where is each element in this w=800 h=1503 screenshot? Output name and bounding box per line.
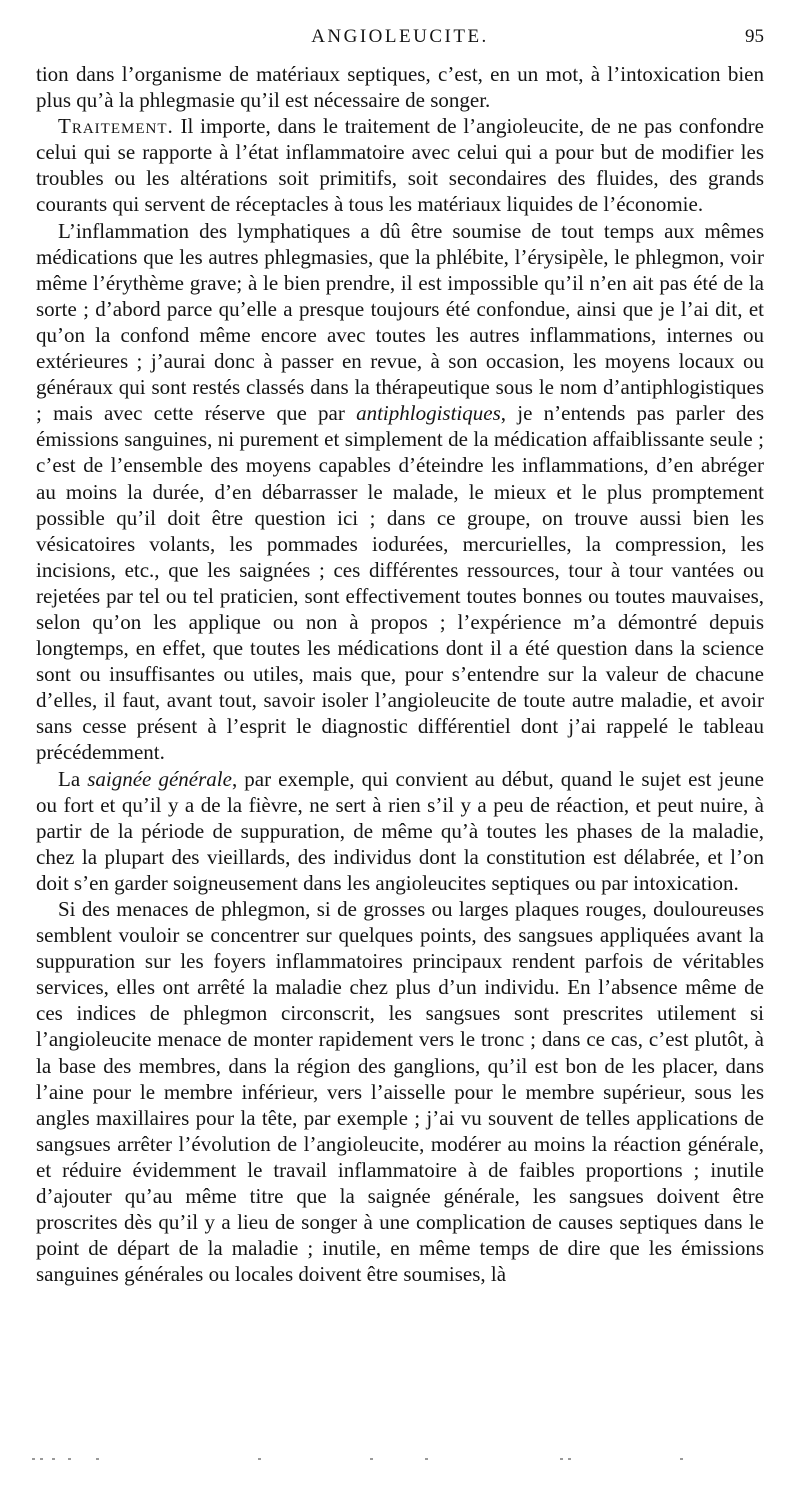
page-header [36, 26, 764, 58]
body-text [36, 61, 764, 1287]
paragraph-traitement [36, 113, 764, 217]
paragraph-inflammation [36, 218, 764, 766]
emphasis-saignee-generale: saignée générale [87, 766, 232, 791]
paragraph-saignee [36, 766, 764, 896]
page-number: 95 [745, 26, 764, 47]
paragraph-text: , je n’entends pas parler des émissions sanguines, ni purement et simplement de la médication affaiblissante seule ; c’est de l’ensemble des moyens capables d’éteindre les inflammations, d’en abréger au moins la durée, d’en débarrasser le malade, le mieux et le plus promptement possible qu’il doit être question ici ; dans ce groupe, on trouve aussi bien les vésicatoires volants, les pommades iodurées, mercurielles, la compression, les incisions, etc., que les saignées ; ces différentes ressources, tour à tour vantées ou rejetées par tel ou tel praticien, sont effectivement toutes bonnes ou toutes mauvaises, selon qu’on les applique ou non à propos ; l’expérience m’a démontré depuis longtemps, en effet, que toutes les médications dont il a été question dans la science sont ou insuffisantes ou utiles, mais que, pour s’entendre sur la valeur de chacune d’elles, il faut, avant tout, savoir isoler l’angioleucite de toute autre maladie, et avoir sans cesse présent à l’esprit le diagnostic différentiel dont j’ai rappelé le tableau précédemment. [36, 401, 764, 765]
emphasis-antiphlogistiques: antiphlogistiques [356, 401, 501, 426]
running-title: ANGIOLEUCITE. [311, 26, 489, 47]
scan-noise [30, 1452, 770, 1466]
paragraph-text: La [58, 766, 88, 791]
section-heading-traitement: Traitement. [58, 114, 174, 139]
paragraph-text: , par exemple, qui convient au début, quand le sujet est jeune ou fort et qu’il y a de la fièvre, ne sert à rien s’il y a peu de réaction, et peut nuire, à partir de la période de suppuration, de même qu’à toutes les phases de la maladie, chez la plupart des vieillards, des individus dont la constitution est délabrée, et l’on doit s’en garder soigneusement dans les angioleucites septiques ou par intoxication. [36, 766, 765, 895]
paragraph-continuation: tion dans l’organisme de matériaux septiques, c’est, en un mot, à l’intoxication bien plus qu’à la phlegmasie qu’il est nécessaire de songer. [36, 62, 764, 113]
paragraph-sangsues: Si des menaces de phlegmon, si de grosses ou larges plaques rouges, douloureuses semblent vouloir se concentrer sur quelques points, des sangsues appliquées avant la suppuration sur les foyers inflammatoires principaux rendent parfois de véritables services, elles ont arrêté la maladie chez plus d’un individu. En l’absence même de ces indices de phlegmon circonscrit, les sangsues sont prescrites utilement si l’angioleucite menace de monter rapidement vers le tronc ; dans ce cas, c’est plutôt, à la base des membres, dans la région des ganglions, qu’il est bon de les placer, dans l’aine pour le membre inférieur, vers l’aisselle pour le membre supérieur, sous les angles maxillaires pour la tête, par exemple ; j’ai vu souvent de telles applications de sangsues arrêter l’évolution de l’angioleucite, modérer au moins la réaction générale, et réduire évidemment le travail inflammatoire à de faibles proportions ; inutile d’ajouter qu’au même titre que la saignée générale, les sangsues doivent être proscrites dès qu’il y a lieu de songer à une complication de causes septiques dans le point de départ de la maladie ; inutile, en même temps de dire que les émissions sanguines générales ou locales doivent être soumises, là [36, 897, 764, 1287]
paragraph-text: L’inflammation des lymphatiques a dû être soumise de tout temps aux mêmes médications que les autres phlegmasies, que la phlébite, l’érysipèle, le phlegmon, voir même l’érythème grave; à le bien prendre, il est impossible qu’il n’en ait pas été de la sorte ; d’abord parce qu’elle a presque toujours été confondue, ainsi que je l’ai dit, et qu’on la confond même encore avec toutes les autres inflammations, internes ou extérieures ; j’aurai donc à passer en revue, à son occasion, les moyens locaux ou généraux qui sont restés classés dans la thérapeutique sous le nom d’antiphlogistiques ; mais avec cette réserve que par [36, 218, 764, 426]
paragraph-text: Il importe, dans le traitement de l’angioleucite, de ne pas confondre celui qui se rapporte à l’état inflammatoire avec celui qui a pour but de modifier les troubles ou les altérations soit primitifs, soit secondaires des fluides, des grands courants qui servent de réceptacles à tous les matériaux liquides de l’économie. [36, 114, 764, 217]
